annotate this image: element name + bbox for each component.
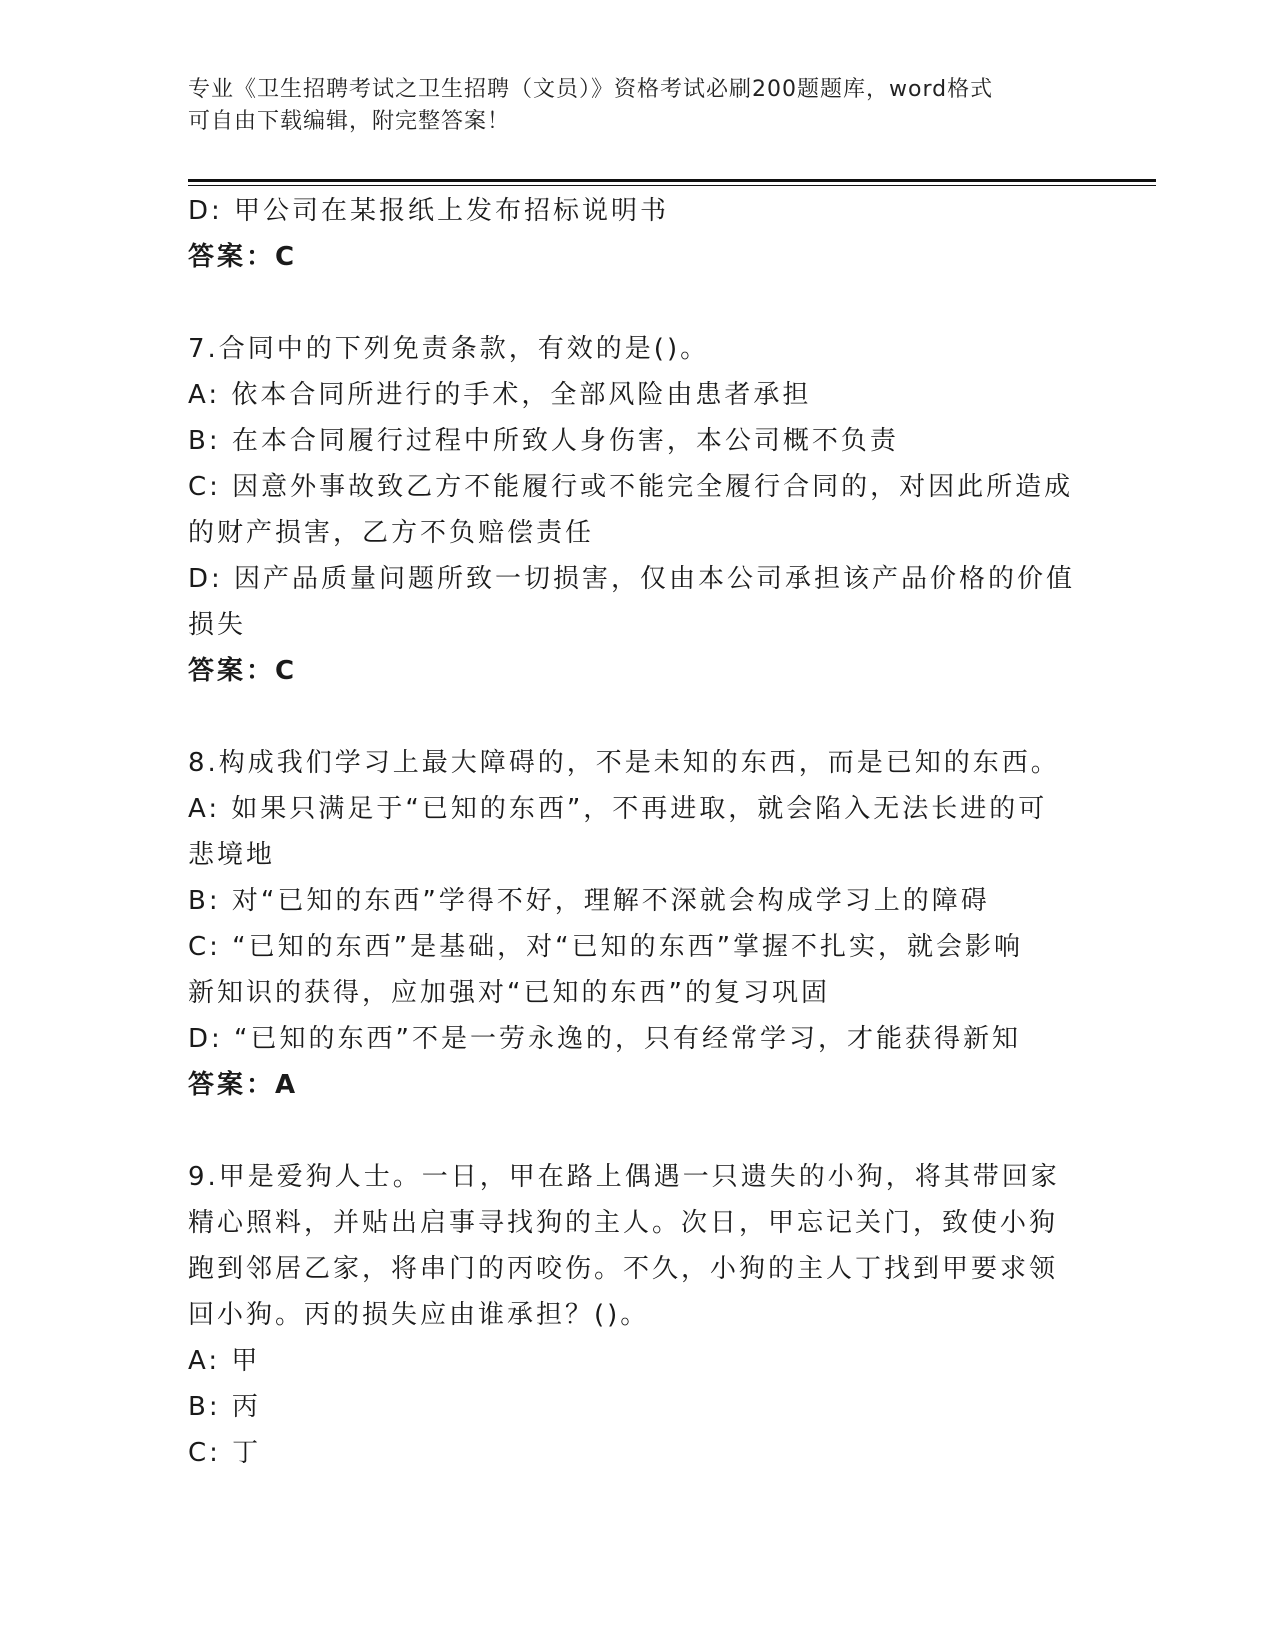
question-9-stem-line-1: 9.甲是爱狗人士。一日，甲在路上偶遇一只遗失的小狗，将其带回家	[188, 1162, 1060, 1192]
question-9-option-c: C: 丁	[188, 1438, 262, 1468]
question-8-answer: 答案：A	[188, 1070, 299, 1100]
question-9-stem-line-4: 回小狗。丙的损失应由谁承担？()。	[188, 1300, 650, 1330]
question-9-option-b: B: 丙	[188, 1392, 261, 1422]
question-list	[188, 188, 1088, 1476]
question-8-option-c-line-1: C: “已知的东西”是基础，对“已知的东西”掌握不扎实，就会影响	[188, 932, 1024, 962]
question-8-option-a-line-1: A: 如果只满足于“已知的东西”，不再进取，就会陷入无法长进的可	[188, 794, 1048, 824]
header-line-1: 专业《卫生招聘考试之卫生招聘（文员）》资格考试必刷200题题库，word格式	[188, 77, 994, 102]
spacer	[188, 694, 1088, 740]
question-7	[188, 326, 1088, 694]
question-8-option-b: B: 对“已知的东西”学得不好，理解不深就会构成学习上的障碍	[188, 886, 990, 916]
document-header	[188, 74, 1068, 138]
question-7-answer: 答案：C	[188, 656, 298, 686]
question-9-option-a: A: 甲	[188, 1346, 261, 1376]
question-7-option-c-line-1: C: 因意外事故致乙方不能履行或不能完全履行合同的，对因此所造成	[188, 472, 1074, 502]
question-7-option-d-line-1: D: 因产品质量问题所致一切损害，仅由本公司承担该产品价格的价值	[188, 564, 1076, 594]
prev-question-option-d: D: 甲公司在某报纸上发布招标说明书	[188, 196, 670, 226]
question-7-option-b: B: 在本合同履行过程中所致人身伤害，本公司概不负责	[188, 426, 899, 456]
question-8-stem: 8.构成我们学习上最大障碍的，不是未知的东西，而是已知的东西。	[188, 748, 1060, 778]
question-9-stem-line-3: 跑到邻居乙家，将串门的丙咬伤。不久，小狗的主人丁找到甲要求领	[188, 1254, 1059, 1284]
question-8-option-c-line-2: 新知识的获得，应加强对“已知的东西”的复习巩固	[188, 978, 830, 1008]
header-divider-thick	[188, 179, 1156, 182]
prev-question-answer: 答案：C	[188, 242, 298, 272]
question-9-stem-line-2: 精心照料，并贴出启事寻找狗的主人。次日，甲忘记关门，致使小狗	[188, 1208, 1059, 1238]
question-7-option-a: A: 依本合同所进行的手术，全部风险由患者承担	[188, 380, 812, 410]
header-line-2: 可自由下载编辑，附完整答案！	[188, 109, 511, 134]
question-7-option-d-line-2: 损失	[188, 610, 247, 640]
question-8-option-a-line-2: 悲境地	[188, 840, 276, 870]
question-7-option-c-line-2: 的财产损害，乙方不负赔偿责任	[188, 518, 595, 548]
spacer	[188, 1108, 1088, 1154]
question-7-stem: 7.合同中的下列免责条款，有效的是()。	[188, 334, 710, 364]
question-8	[188, 740, 1088, 1108]
question-8-option-d: D: “已知的东西”不是一劳永逸的，只有经常学习，才能获得新知	[188, 1024, 1021, 1054]
header-divider-thin	[188, 185, 1156, 186]
spacer	[188, 280, 1088, 326]
question-9	[188, 1154, 1088, 1476]
